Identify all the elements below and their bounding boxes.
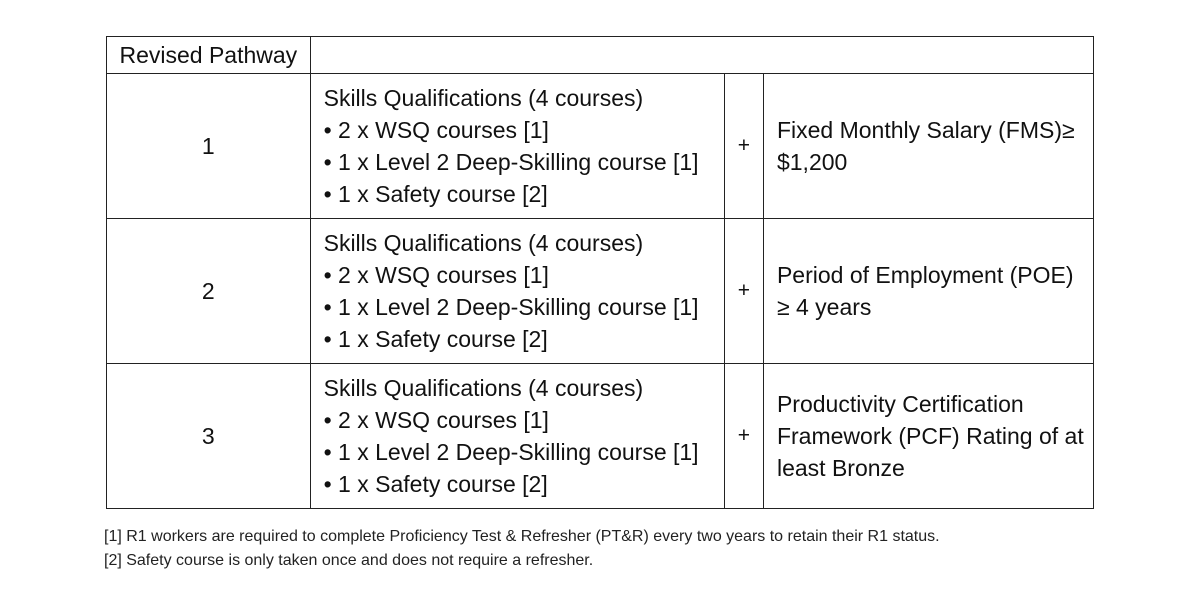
course-item: • 1 x Safety course [2] [323, 471, 548, 497]
revised-pathway-table [106, 36, 1094, 509]
course-item: • 1 x Safety course [2] [323, 326, 548, 352]
course-item: • 1 x Level 2 Deep-Skilling course [1] [323, 149, 699, 175]
course-item: • 2 x WSQ courses [1] [323, 262, 549, 288]
condition-cell: Productivity Certification Framework (PCF) Rating of at least Bronze [763, 364, 1093, 509]
course-item: • 1 x Safety course [2] [323, 181, 548, 207]
table-header-row [107, 37, 1094, 74]
pathway-number: 1 [107, 74, 311, 219]
course-item: • 1 x Level 2 Deep-Skilling course [1] [323, 439, 699, 465]
skills-title: Skills Qualifications (4 courses) [323, 85, 644, 111]
course-item: • 1 x Level 2 Deep-Skilling course [1] [323, 294, 699, 320]
course-item: • 2 x WSQ courses [1] [323, 407, 549, 433]
revised-pathway-header: Revised Pathway [107, 37, 311, 74]
header-empty-cell [310, 37, 1093, 74]
footnote-2: [2] Safety course is only taken once and does not require a refresher. [104, 552, 594, 569]
table-row [107, 74, 1094, 219]
pathway-number: 3 [107, 364, 311, 509]
skills-title: Skills Qualifications (4 courses) [323, 230, 644, 256]
plus-connector: + [724, 364, 763, 509]
course-list [324, 404, 724, 500]
skills-qualifications-cell [310, 219, 724, 364]
course-list [324, 259, 724, 355]
course-list [324, 114, 724, 210]
skills-title: Skills Qualifications (4 courses) [323, 375, 644, 401]
condition-cell: Fixed Monthly Salary (FMS)≥ $1,200 [763, 74, 1093, 219]
condition-cell: Period of Employment (POE) ≥ 4 years [763, 219, 1093, 364]
plus-connector: + [724, 74, 763, 219]
footnotes [104, 525, 940, 573]
plus-connector: + [724, 219, 763, 364]
skills-qualifications-cell [310, 74, 724, 219]
skills-qualifications-cell [310, 364, 724, 509]
table-row [107, 364, 1094, 509]
course-item: • 2 x WSQ courses [1] [323, 117, 549, 143]
table-row [107, 219, 1094, 364]
footnote-1: [1] R1 workers are required to complete Proficiency Test & Refresher (PT&R) every two years to retain their R1 status. [104, 528, 940, 545]
pathway-number: 2 [107, 219, 311, 364]
